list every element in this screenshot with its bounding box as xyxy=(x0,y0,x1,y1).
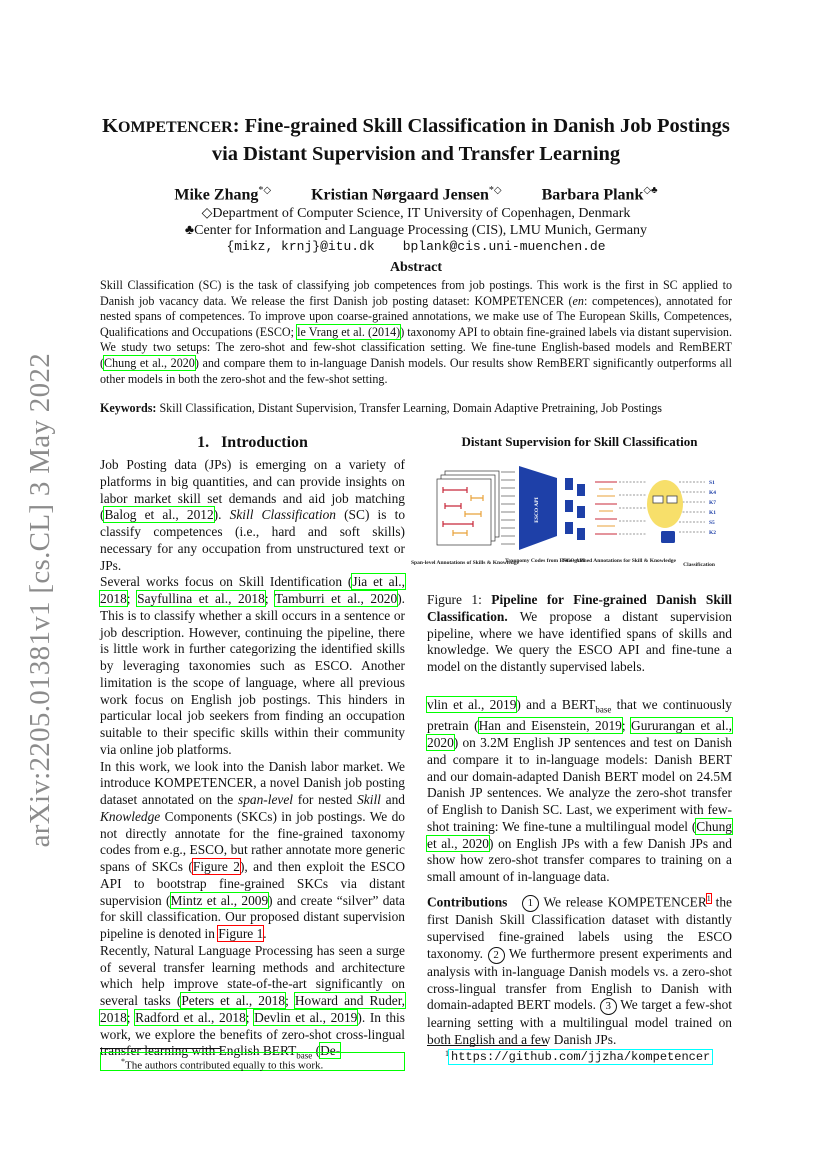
number-circle: 2 xyxy=(488,947,505,964)
arxiv-stamp: arXiv:2205.01381v1 [cs.CL] 3 May 2022 xyxy=(23,352,56,848)
citation-link[interactable]: Balog et al., 2012 xyxy=(104,507,214,523)
affiliation: ◇Department of Computer Science, IT University of Copenhagen, Denmark xyxy=(201,206,631,221)
citation-link[interactable]: Chung et al., 2020 xyxy=(104,355,195,370)
author-list xyxy=(100,185,732,204)
figure-title: Distant Supervision for Skill Classification xyxy=(461,434,698,449)
figure-ref-link[interactable]: Figure 1 xyxy=(218,926,264,941)
output-label: K4 xyxy=(709,490,717,496)
section-heading: 1. Introduction xyxy=(197,434,308,451)
email: bplank@cis.uni-muenchen.de xyxy=(402,239,606,254)
affiliation: ♣Center for Information and Language Processing (CIS), LMU Munich, Germany xyxy=(184,223,648,238)
figure-caption: Figure 1: Pipeline for Fine-grained Danish Skill Classification. We propose a distant supervision pipeline, where we have identified spans of skills and knowledge. We query the ESCO API and fine-tune a model on the distantly supervised labels. xyxy=(427,592,732,674)
output-label: K7 xyxy=(709,500,717,506)
citation-link[interactable]: De- xyxy=(320,1043,341,1059)
fine-grained-spans xyxy=(595,482,617,534)
paper-title: KOMPETENCER: Fine-grained Skill Classification in Danish Job Postings via Distant Supervision and Transfer Learning xyxy=(102,115,730,165)
citation-link[interactable]: le Vrang et al. (2014) xyxy=(297,324,401,339)
figure-col-label: Fine-grained Annotations for Skill & Knowledge xyxy=(561,558,677,564)
footnote[interactable]: *The authors contributed equally to this work. xyxy=(100,1052,405,1071)
paragraph: In this work, we look into the Danish labor market. We introduce KOMPETENCER, a novel Danish job posting dataset annotated on the span-level for nested Skill and Knowledge Components (SKCs) in job postings. We do not directly annotate for the fine-grained taxonomy codes from e.g., ESCO, but rather annotate more generic spans of SKCs (Figure 2), and then exploit the ESCO API to bootstrap fine-grained SKCs via distant supervision (Mintz et al., 2009) and create “silver” data for skill classification. Our proposed distant supervision pipeline is denoted in Figure 1. xyxy=(100,758,405,941)
citation-link[interactable]: Sayfullina et al., 2018 xyxy=(137,591,265,606)
paragraph: Recently, Natural Language Processing has seen a surge of several transfer learning methods and architecture which help improve state-of-the-art significantly on several tasks (Peters et al., 2018; Howard and Ruder, 2018; Radford et al., 2018; Devlin et al., 2019). In this work, we explore the benefits of zero-shot cross-lingual transfer learning with English $BERT_{base}$ (De- xyxy=(100,942,406,1061)
paragraph: Contributions 1 We release KOMPETENCER$^1$ the first Danish Skill Classification dataset with distantly supervised fine-grained labels using the ESCO taxonomy. 2 We furthermore present experiments and analysis with in-language Danish models vs. a zero-shot cross-lingual transfer from English to Danish with domain-adapted BERT models. 3 We target a few-shot learning setting with a multilingual model trained on both English and a few Danish JPs. xyxy=(427,893,732,1048)
abstract-text: Skill Classification (SC) is the task of classifying job competences from job postings. This work is the first in SC applied to Danish job vacancy data. We release the first Danish job posting dataset: KOMPETENCER (en: competences), annotated for nested spans of competences. To improve upon coarse-grained annotations, we make use of The European Skills, Competences, Qualifications and Occupations (ESCO; le Vrang et al. (2014)) taxonomy API to obtain fine-grained labels via distant supervision. We study two setups: The zero-shot and few-shot classification setting. We fine-tune English-based models and RemBERT (Chung et al., 2020) and compare them to in-language Danish models. Our results show RemBERT significantly outperforms all other models in both the zero-shot and the few-shot setting. xyxy=(100,278,733,386)
left-column xyxy=(100,457,405,1065)
pipeline-figure xyxy=(410,458,732,578)
citation-link[interactable]: Han and Eisenstein, 2019 xyxy=(478,718,622,734)
document-sheet xyxy=(437,479,491,545)
esco-label: ESCO API xyxy=(534,497,540,523)
citation-link[interactable]: Radford et al., 2018 xyxy=(135,1009,246,1025)
citation-link[interactable]: vlin et al., 2019 xyxy=(427,697,517,712)
footnote: $^1$ https://github.com/jjzha/kompetencer xyxy=(445,1049,711,1065)
right-column xyxy=(427,697,732,1049)
citation-link[interactable]: Devlin et al., 2019 xyxy=(254,1009,358,1025)
figure-ref-link[interactable]: Figure 2 xyxy=(192,859,240,874)
citation-link[interactable]: Gururangan et al., 2020 xyxy=(427,718,732,751)
author: Mike Zhang*◇ xyxy=(174,185,272,204)
author: Kristian Nørgaard Jensen*◇ xyxy=(311,185,502,204)
briefcase-icon xyxy=(661,531,675,543)
author: Barbara Plank◇♣ xyxy=(541,185,658,204)
github-link[interactable]: https://github.com/jjzha/kompetencer xyxy=(451,1050,711,1065)
output-label: K1 xyxy=(709,510,717,516)
emails xyxy=(100,239,732,254)
output-labels xyxy=(709,480,716,536)
number-circle: 1 xyxy=(522,895,539,912)
classifier-face-icon xyxy=(647,480,683,528)
citation-link[interactable]: Tamburri et al., 2020 xyxy=(274,591,398,606)
figure-col-label: Span-level Annotations of Skills & Knowledge xyxy=(410,560,520,566)
citation-link[interactable]: Peters et al., 2018 xyxy=(181,993,286,1008)
email: {mikz, krnj}@itu.dk xyxy=(226,239,375,254)
paragraph: Job Posting data (JPs) is emerging on a variety of platforms in big quantities, and can provide insights on labor market skill set demands and aid job matching (Balog et al., 2012). Skill Classification (SC) is to classify competences (i.e., hard and soft skills) necessary for any occupation from unstructured text or JPs. xyxy=(100,457,406,573)
input-arrows xyxy=(501,472,515,544)
citation-link[interactable]: Jia et al., 2018 xyxy=(100,574,406,606)
footnote-link[interactable]: 1 xyxy=(706,893,711,903)
footnote-rule xyxy=(100,1048,220,1049)
paragraph: Several works focus on Skill Identification (Jia et al., 2018; Sayfullina et al., 2018; Tamburri et al., 2020). This is to classify whether a skill occurs in a sentence or job description. However, continuing the pipeline, there is little work in further categorizing the identified skills by leveraging taxonomies such as ESCO. Another limitation is the scope of language, where all previous work focus on English job postings. This hinders in particular local job seekers from finding an occupation suitable to their specific skills within their community via online job platforms. xyxy=(100,574,406,757)
abstract-heading: Abstract xyxy=(389,260,443,275)
number-circle: 3 xyxy=(600,998,617,1015)
network-nodes xyxy=(565,478,585,540)
output-label: K2 xyxy=(709,530,717,536)
footnote-rule xyxy=(427,1045,547,1046)
citation-link[interactable]: Howard and Ruder, 2018 xyxy=(100,993,406,1025)
keywords: Keywords: Skill Classification, Distant Supervision, Transfer Learning, Domain Adaptive Pretraining, Job Postings xyxy=(100,401,662,415)
paragraph: vlin et al., 2019) and a $BERT_{base}$ that we continuously pretrain (Han and Eisenstein, 2019; Gururangan et al., 2020) on 3.2M English JP sentences and test on Danish and compare it to in-language models: Danish BERT and our domain-adapted Danish BERT model on 24.5M Danish JP sentences. We analyze the zero-shot transfer of English to Danish SC. Last, we experiment with few-shot training: We fine-tune a multilingual model (Chung et al., 2020) on English JPs with a few Danish JPs and show how zero-shot transfer compares to training on a small amount of in-language data. xyxy=(427,697,733,885)
citation-link[interactable]: Chung et al., 2020 xyxy=(427,818,732,851)
figure-col-label: Taxonomy Codes from ESCO API xyxy=(504,558,586,564)
output-label: S5 xyxy=(709,520,715,526)
figure-col-label: Classification xyxy=(683,562,715,568)
output-label: S1 xyxy=(709,480,715,486)
citation-link[interactable]: Mintz et al., 2009 xyxy=(170,892,269,908)
